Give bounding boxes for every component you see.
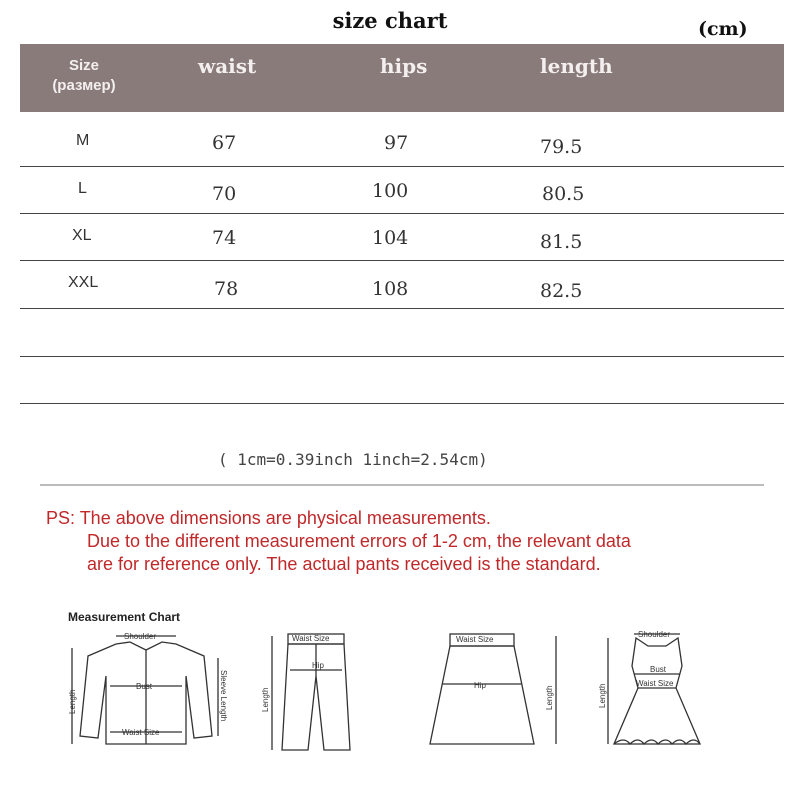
- cell-waist: 74: [212, 227, 237, 249]
- header-waist: waist: [198, 54, 257, 78]
- header-length: length: [540, 54, 613, 78]
- table-header: [20, 44, 784, 112]
- cell-hips: 104: [372, 227, 409, 249]
- shirt-length-label: Length: [68, 689, 77, 714]
- shirt-shoulder-label: Shoulder: [124, 632, 157, 641]
- cell-size: L: [78, 180, 87, 197]
- shirt-sleeve-label: Sleeve Length: [219, 670, 228, 722]
- shirt-waist-label: Waist Size: [122, 728, 160, 737]
- cell-hips: 108: [372, 278, 409, 300]
- cell-length: 82.5: [540, 280, 583, 302]
- cell-length: 80.5: [542, 183, 585, 205]
- row-divider: [20, 403, 784, 404]
- pants-diagram: [258, 626, 368, 758]
- ps-line-3: are for reference only. The actual pants received is the standard.: [87, 554, 601, 574]
- skirt-hip-label: Hip: [474, 681, 487, 690]
- skirt-diagram: [420, 626, 570, 758]
- dress-shoulder-label: Shoulder: [638, 630, 671, 639]
- skirt-waist-label: Waist Size: [456, 635, 494, 644]
- cell-waist: 70: [212, 183, 237, 205]
- header-hips: hips: [380, 54, 428, 78]
- cell-size: XXL: [68, 274, 99, 291]
- table-row: [20, 213, 784, 260]
- dress-bust-label: Bust: [650, 665, 667, 674]
- ps-line-2: Due to the different measurement errors of 1-2 cm, the relevant data: [87, 531, 631, 551]
- cell-length: 81.5: [540, 231, 583, 253]
- cell-waist: 67: [212, 132, 237, 154]
- cell-hips: 97: [384, 132, 409, 154]
- measurement-chart-title: Measurement Chart: [68, 610, 181, 624]
- header-size-russian: (размер): [52, 77, 116, 94]
- shirt-bust-label: Bust: [136, 682, 153, 691]
- row-divider: [20, 356, 784, 357]
- header-size-label: Size: [68, 57, 99, 74]
- dress-waist-label: Waist Size: [636, 679, 674, 688]
- cell-length: 79.5: [540, 136, 583, 158]
- cell-size: XL: [72, 227, 92, 244]
- table-row: [20, 166, 784, 213]
- section-divider: [40, 484, 764, 486]
- conversion-note: ( 1cm=0.39inch 1inch=2.54cm): [218, 450, 488, 469]
- pants-hip-label: Hip: [312, 661, 325, 670]
- dress-diagram: [596, 626, 706, 758]
- skirt-length-label: Length: [545, 685, 554, 710]
- cell-hips: 100: [372, 180, 409, 202]
- row-divider: [20, 308, 784, 309]
- dress-length-label: Length: [598, 683, 607, 708]
- pants-length-label: Length: [261, 687, 270, 712]
- ps-line-1: PS: The above dimensions are physical measurements.: [46, 508, 491, 528]
- table-row: [20, 260, 784, 307]
- cell-waist: 78: [214, 278, 239, 300]
- table-row: [20, 118, 784, 165]
- page-title: size chart: [332, 8, 448, 33]
- shirt-diagram: [64, 626, 236, 758]
- pants-waist-label: Waist Size: [292, 634, 330, 643]
- cell-size: M: [76, 132, 90, 149]
- header-size: [48, 56, 120, 96]
- unit-label: (cm): [698, 18, 748, 40]
